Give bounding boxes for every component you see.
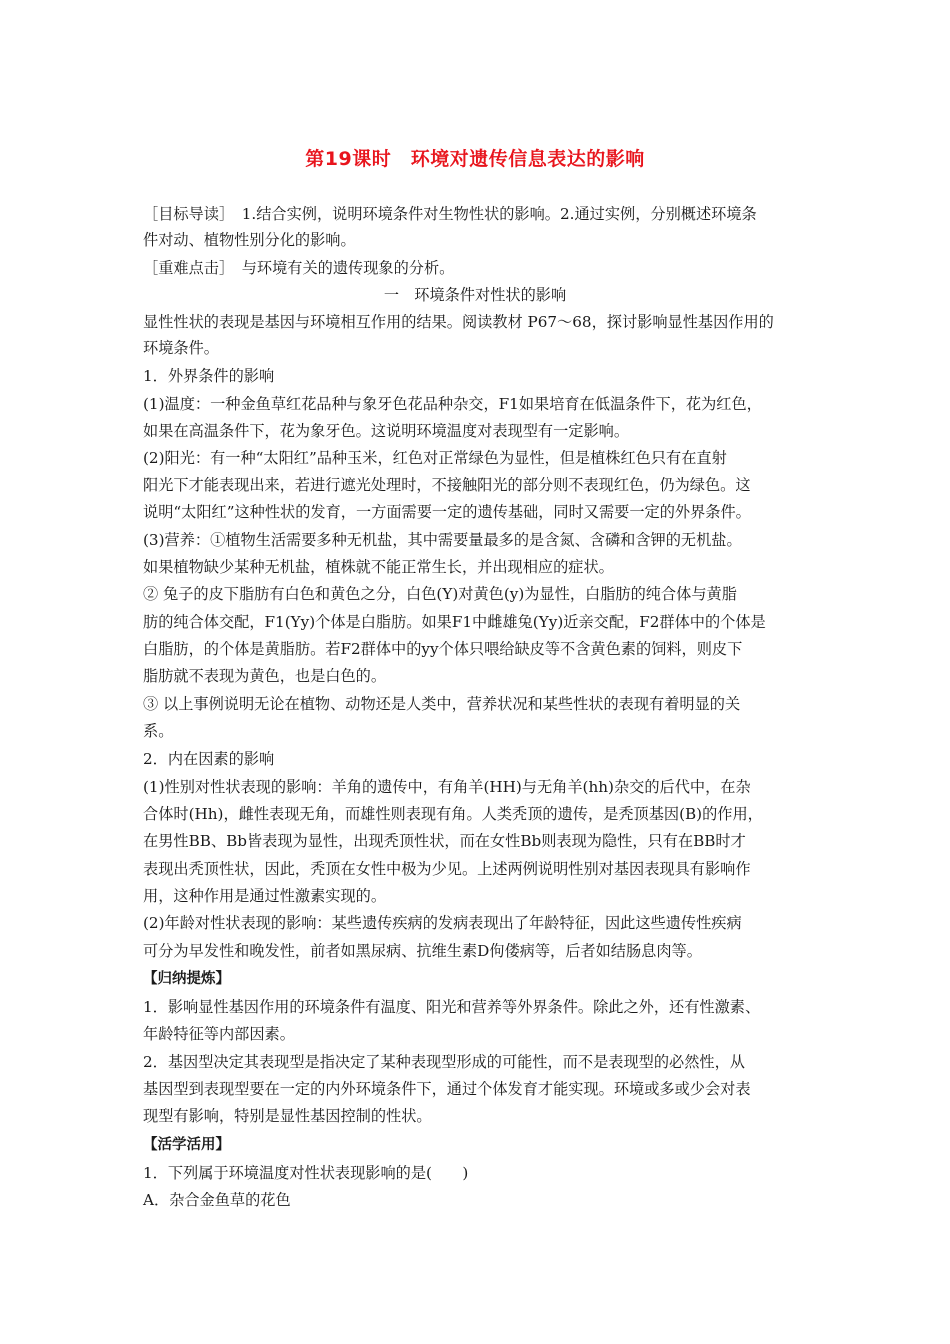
paragraph-line: ② 兔子的皮下脂肪有白色和黄色之分，白色(Y)对黄色(y)为显性，白脂肪的纯合体与黄脂: [143, 585, 737, 603]
paragraph-line: (1)温度：一种金鱼草红花品种与象牙色花品种杂交，F1如果培育在低温条件下，花为红色，: [143, 395, 762, 413]
paragraph-line: 可分为早发性和晚发性，前者如黑尿病、抗维生素D佝偻病等，后者如结肠息肉等。: [143, 942, 702, 960]
paragraph-line: 系。: [143, 722, 174, 740]
paragraph-line: (3)营养：①植物生活需要多种无机盐，其中需要量最多的是含氮、含磷和含钾的无机盐。: [143, 531, 742, 549]
objective-line-2: 件对动、植物性别分化的影响。: [143, 231, 356, 249]
paragraph-line: 白脂肪，的个体是黄脂肪。若F2群体中的yy个体只喂给缺皮等不含黄色素的饲料，则皮下: [143, 640, 743, 658]
subheading: 2．内在因素的影响: [143, 750, 275, 768]
paragraph-line: 肪的纯合体交配，F1(Yy)个体是白脂肪。如果F1中雌雄兔(Yy)近亲交配，F2群体中的个体是: [143, 613, 766, 631]
paragraph-line: ③ 以上事例说明无论在植物、动物还是人类中，营养状况和某些性状的表现有着明显的关: [143, 695, 741, 713]
paragraph-line: (2)阳光：有一种“太阳红”品种玉米，红色对正常绿色为显性，但是植株红色只有在直射: [143, 449, 727, 467]
objective-line-1: ［目标导读］ 1.结合实例，说明环境条件对生物性状的影响。2.通过实例，分别概述环境条: [143, 205, 757, 223]
section-heading: 一 环境条件对性状的影响: [383, 286, 567, 304]
paragraph-line: 阳光下才能表现出来，若进行遮光处理时，不接触阳光的部分则不表现红色，仍为绿色。这: [143, 476, 751, 494]
paragraph-line: 在男性BB、Bb皆表现为显性，出现秃顶性状，而在女性Bb则表现为隐性，只有在BB时才: [143, 832, 746, 850]
paragraph-line: 2．基因型决定其表现型是指决定了某种表现型形成的可能性，而不是表现型的必然性，从: [143, 1053, 745, 1071]
subheading: 1．外界条件的影响: [143, 367, 275, 385]
paragraph-line: 合体时(Hh)，雌性表现无角，而雄性则表现有角。人类秃顶的遗传，是秃顶基因(B)的作用，: [143, 805, 763, 823]
paragraph-line: (2)年龄对性状表现的影响：某些遗传疾病的发病表现出了年龄特征，因此这些遗传性疾病: [143, 914, 742, 932]
paragraph-line: 表现出秃顶性状，因此，秃顶在女性中极为少见。上述两例说明性别对基因表现具有影响作: [143, 860, 751, 878]
paragraph-line: 1．影响显性基因作用的环境条件有温度、阳光和营养等外界条件。除此之外，还有性激素、: [143, 998, 761, 1016]
paragraph-line: (1)性别对性状表现的影响：羊角的遗传中，有角羊(HH)与无角羊(hh)杂交的后代中，在杂: [143, 778, 751, 796]
question-line: 1．下列属于环境温度对性状表现影响的是( ): [143, 1164, 469, 1182]
answer-option-a: A．杂合金鱼草的花色: [143, 1191, 291, 1209]
paragraph-line: 现型有影响，特别是显性基因控制的性状。: [143, 1107, 432, 1125]
paragraph-line: 说明“太阳红”这种性状的发育，一方面需要一定的遗传基础，同时又需要一定的外界条件。: [143, 503, 751, 521]
paragraph-line: 用，这种作用是通过性激素实现的。: [143, 887, 386, 905]
lesson-title: 第19课时 环境对遗传信息表达的影响: [305, 148, 645, 170]
practice-heading: 【活学活用】: [143, 1137, 230, 1153]
paragraph-line: 如果在高温条件下，花为象牙色。这说明环境温度对表现型有一定影响。: [143, 422, 629, 440]
paragraph-line: 显性性状的表现是基因与环境相互作用的结果。阅读教材 P67～68，探讨影响显性基因作用的: [143, 313, 774, 331]
paragraph-line: 基因型到表现型要在一定的内外环境条件下，通过个体发育才能实现。环境或多或少会对表: [143, 1080, 751, 1098]
paragraph-line: 脂肪就不表现为黄色，也是白色的。: [143, 667, 386, 685]
paragraph-line: 年龄特征等内部因素。: [143, 1025, 295, 1043]
summary-heading: 【归纳提炼】: [143, 971, 230, 987]
key-points-line: ［重难点击］ 与环境有关的遗传现象的分析。: [143, 259, 455, 277]
paragraph-line: 如果植物缺少某种无机盐，植株就不能正常生长，并出现相应的症状。: [143, 558, 614, 576]
paragraph-line: 环境条件。: [143, 339, 219, 357]
